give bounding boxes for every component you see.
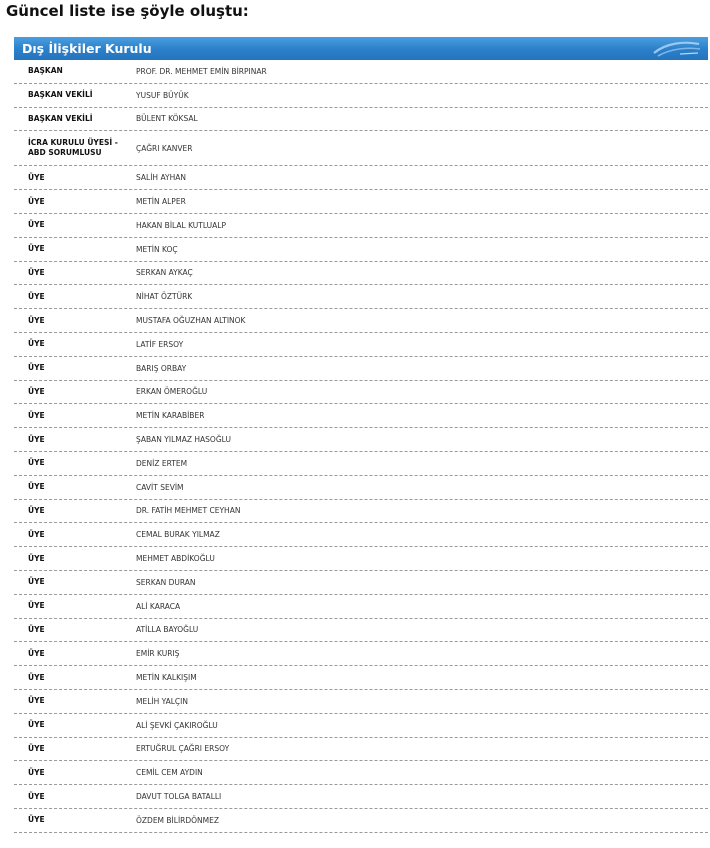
member-name: HAKAN BİLAL KUTLUALP bbox=[136, 220, 226, 230]
member-role: ÜYE bbox=[28, 505, 45, 515]
member-role: ÜYE bbox=[28, 410, 45, 420]
member-name: METİN KARABİBER bbox=[136, 411, 205, 421]
member-row bbox=[14, 500, 708, 524]
member-row bbox=[14, 381, 708, 405]
member-role: ÜYE bbox=[28, 339, 45, 349]
member-row bbox=[14, 690, 708, 714]
member-name: METİN KOÇ bbox=[136, 244, 178, 254]
member-name: ÇAĞRI KANVER bbox=[136, 143, 193, 153]
member-name: NİHAT ÖZTÜRK bbox=[136, 292, 193, 302]
member-role: ÜYE bbox=[28, 767, 45, 777]
member-role: ÜYE bbox=[28, 267, 45, 277]
member-name: EMİR KURIŞ bbox=[136, 649, 180, 659]
panel-title: Dış İlişkiler Kurulu bbox=[22, 41, 152, 56]
member-name: YUSUF BÜYÜK bbox=[136, 90, 189, 100]
panel-header bbox=[14, 37, 708, 60]
member-role: ÜYE bbox=[28, 553, 45, 563]
member-name: CEMAL BURAK YILMAZ bbox=[136, 530, 220, 540]
member-role: ÜYE bbox=[28, 244, 45, 254]
member-role: ÜYE bbox=[28, 696, 45, 706]
member-row bbox=[14, 642, 708, 666]
member-role: BAŞKAN VEKİLİ bbox=[28, 113, 93, 123]
member-name: SERKAN DURAN bbox=[136, 577, 196, 587]
member-name: ÖZDEM BİLİRDÖNMEZ bbox=[136, 815, 220, 825]
member-name: CAVİT SEVİM bbox=[136, 482, 184, 492]
member-role: ÜYE bbox=[28, 601, 45, 611]
member-role: BAŞKAN VEKİLİ bbox=[28, 90, 93, 100]
member-name: ATİLLA BAYOĞLU bbox=[136, 625, 199, 635]
member-row bbox=[14, 190, 708, 214]
member-name: ALİ KARACA bbox=[136, 601, 181, 611]
member-role: ÜYE bbox=[28, 791, 45, 801]
member-role: ÜYE bbox=[28, 220, 45, 230]
member-role: ÜYE bbox=[28, 529, 45, 539]
member-role: ÜYE bbox=[28, 386, 45, 396]
member-name: SALİH AYHAN bbox=[136, 173, 186, 183]
member-role: ÜYE bbox=[28, 720, 45, 730]
member-row bbox=[14, 523, 708, 547]
member-role: ÜYE bbox=[28, 458, 45, 468]
member-name: LATİF ERSOY bbox=[136, 339, 184, 349]
member-row bbox=[14, 547, 708, 571]
member-row bbox=[14, 619, 708, 643]
member-name: MEHMET ABDİKOĞLU bbox=[136, 554, 215, 564]
member-name: METİN KALKIŞIM bbox=[136, 673, 197, 683]
member-row bbox=[14, 809, 708, 833]
member-row bbox=[14, 666, 708, 690]
member-role: ÜYE bbox=[28, 172, 45, 182]
member-role: ÜYE bbox=[28, 315, 45, 325]
member-row bbox=[14, 60, 708, 84]
member-role: ÜYE bbox=[28, 624, 45, 634]
member-row bbox=[14, 761, 708, 785]
member-row bbox=[14, 785, 708, 809]
member-name: ŞABAN YILMAZ HASOĞLU bbox=[136, 435, 231, 445]
member-role: BAŞKAN bbox=[28, 66, 63, 76]
member-role: ÜYE bbox=[28, 648, 45, 658]
member-name: MELİH YALÇIN bbox=[136, 696, 188, 706]
member-name: SERKAN AYKAÇ bbox=[136, 268, 193, 278]
member-row bbox=[14, 738, 708, 762]
member-row bbox=[14, 476, 708, 500]
member-row bbox=[14, 166, 708, 190]
member-row bbox=[14, 131, 708, 166]
member-row bbox=[14, 428, 708, 452]
member-name: DENİZ ERTEM bbox=[136, 458, 188, 468]
member-row bbox=[14, 238, 708, 262]
member-name: METİN ALPER bbox=[136, 197, 186, 207]
member-row bbox=[14, 357, 708, 381]
member-role: ÜYE bbox=[28, 815, 45, 825]
member-name: DR. FATİH MEHMET CEYHAN bbox=[136, 506, 241, 516]
member-row bbox=[14, 452, 708, 476]
member-role: ÜYE bbox=[28, 363, 45, 373]
member-role: ÜYE bbox=[28, 291, 45, 301]
member-name: CEMİL CEM AYDIN bbox=[136, 768, 203, 778]
member-row bbox=[14, 714, 708, 738]
member-row bbox=[14, 571, 708, 595]
member-name: DAVUT TOLGA BATALLI bbox=[136, 792, 222, 801]
member-name: PROF. DR. MEHMET EMİN BİRPINAR bbox=[136, 66, 267, 76]
member-role: ÜYE bbox=[28, 434, 45, 444]
intro-heading: Güncel liste ise şöyle oluştu: bbox=[6, 2, 249, 20]
member-row bbox=[14, 404, 708, 428]
member-list bbox=[14, 60, 708, 833]
member-row bbox=[14, 285, 708, 309]
member-name: MUSTAFA OĞUZHAN ALTINOK bbox=[136, 316, 246, 326]
council-panel bbox=[14, 37, 708, 833]
member-name: BARIŞ ORBAY bbox=[136, 363, 187, 373]
member-row bbox=[14, 595, 708, 619]
member-role: ÜYE bbox=[28, 482, 45, 492]
member-row bbox=[14, 84, 708, 108]
member-role: ÜYE bbox=[28, 743, 45, 753]
member-role: ÜYE bbox=[28, 672, 45, 682]
member-name: BÜLENT KÖKSAL bbox=[136, 114, 198, 124]
member-name: ERKAN ÖMEROĞLU bbox=[136, 387, 208, 397]
member-name: ERTUĞRUL ÇAĞRI ERSOY bbox=[136, 744, 230, 754]
member-role: ÜYE bbox=[28, 196, 45, 206]
member-row bbox=[14, 333, 708, 357]
member-row bbox=[14, 214, 708, 238]
member-role: ÜYE bbox=[28, 577, 45, 587]
ak-parti-swoosh-icon bbox=[650, 38, 702, 59]
member-role: İCRA KURULU ÜYESİ - ABD SORUMLUSU bbox=[28, 138, 118, 158]
member-name: ALİ ŞEVKİ ÇAKIROĞLU bbox=[136, 720, 218, 730]
member-row bbox=[14, 108, 708, 132]
member-row bbox=[14, 309, 708, 333]
member-row bbox=[14, 262, 708, 286]
